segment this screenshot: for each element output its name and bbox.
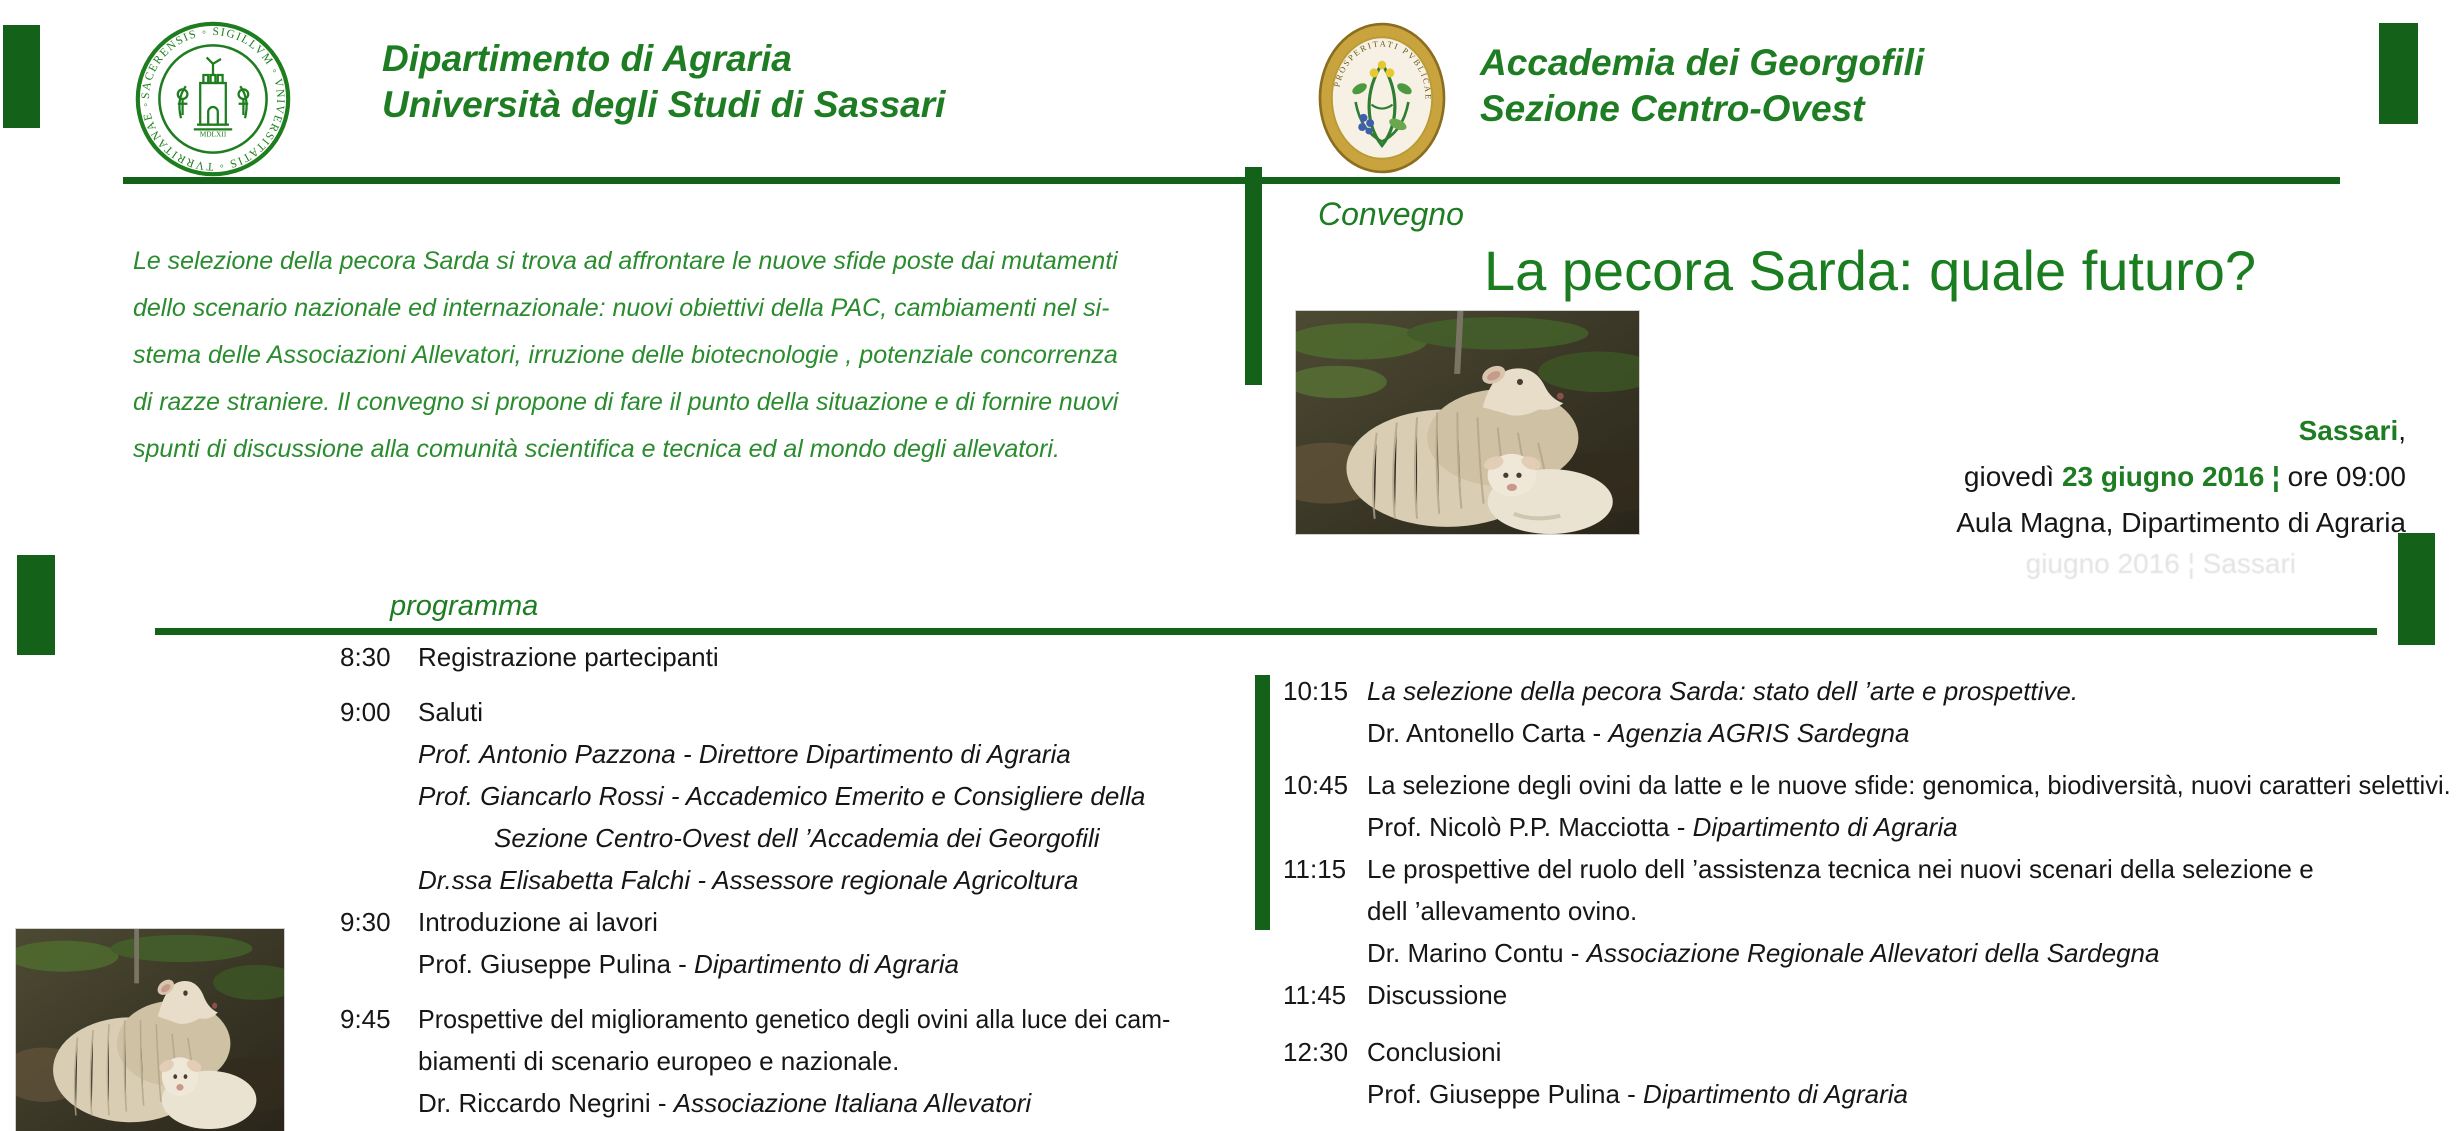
program-time: 11:45 (1283, 980, 1347, 1010)
left-org-line1: Dipartimento di Agraria (382, 38, 792, 79)
event-time: ore 09:00 (2279, 461, 2406, 492)
edge-bar-middle-left (17, 555, 55, 655)
program-entry (340, 691, 1170, 901)
event-kicker: Convegno (1318, 196, 1464, 232)
speaker-name: Prof. Giuseppe Pulina - (418, 949, 695, 979)
sheep-photo-top (1295, 310, 1640, 535)
edge-bar-middle-right (2398, 533, 2435, 645)
program-title-line: Le prospettive del ruolo dell ’assistenza tecnica nei nuovi scenari della selezione e (1367, 854, 2314, 884)
intro-line: spunti di discussione alla comunità scientifica e tecnica ed al mondo degli allevatori. (133, 435, 1060, 463)
intro-paragraph (133, 238, 1118, 473)
program-entry (340, 636, 1170, 678)
speaker-name: Prof. Nicolò P.P. Macciotta - (1367, 812, 1693, 842)
speaker-affiliation: Prof. Giancarlo Rossi - Accademico Emerito e Consigliere della (418, 781, 1146, 811)
program-speaker-line (418, 775, 1145, 817)
header-rule (123, 177, 2340, 184)
program-title-line: dell ’allevamento ovino. (1367, 896, 1638, 926)
event-when-where (1956, 408, 2406, 546)
program-rule (155, 628, 2377, 635)
right-org-line2: Sezione Centro-Ovest (1480, 88, 1865, 129)
program-entry (1283, 670, 2451, 754)
corner-bar-top-right (2379, 23, 2418, 124)
speaker-name: Dr. Antonello Carta - (1367, 718, 1609, 748)
sheep-photo-bottom (15, 928, 285, 1131)
divider-bar-right-column (1255, 675, 1270, 930)
program-column-right (1283, 670, 2451, 1115)
corner-bar-top-left (3, 25, 40, 128)
intro-line: dello scenario nazionale ed internazionale: nuovi obiettivi della PAC, cambiamenti nel si- (133, 294, 1110, 322)
event-date-line (1956, 454, 2406, 500)
program-column-left (340, 636, 1170, 1124)
svg-text:SACERENSIS ◦ SIGILLVM ◦ VNIVER (140, 26, 286, 172)
uniss-seal-year: MDLXII (199, 129, 227, 139)
event-city-comma: , (2398, 415, 2406, 446)
speaker-affiliation: Prof. Antonio Pazzona - Direttore Dipartimento di Agraria (418, 739, 1071, 769)
program-title-line: Discussione (1367, 980, 1508, 1010)
program-entry (340, 998, 1170, 1124)
program-time: 10:15 (1283, 676, 1349, 706)
program-speaker-line (1367, 712, 1909, 754)
intro-line: Le selezione della pecora Sarda si trova ad affrontare le nuove sfide poste dai mutamenti (133, 247, 1118, 275)
program-title-line: Introduzione ai lavori (418, 907, 658, 937)
uniss-seal-ring-text: SACERENSIS ◦ SIGILLVM ◦ VNIVERSITATIS ◦ TVRRITANAE ◦ (139, 25, 287, 173)
speaker-name: Dr. Riccardo Negrini - (418, 1088, 674, 1118)
event-date-prefix: giovedì (1963, 461, 2062, 492)
program-label: programma (390, 590, 539, 622)
uniss-seal-logo (133, 14, 293, 184)
speaker-affiliation: Associazione Italiana Allevatori (673, 1088, 1032, 1118)
intro-line: di razze straniere. Il convegno si propone di fare il punto della situazione e di fornire nuovi (133, 388, 1119, 416)
speaker-name: Dr. Marino Contu - (1367, 938, 1587, 968)
event-date: 23 giugno 2016 ¦ (2061, 461, 2280, 492)
program-time: 10:45 (1283, 770, 1349, 800)
program-title-line: biamenti di scenario europeo e nazionale. (418, 1046, 900, 1076)
program-time: 9:30 (340, 907, 391, 937)
program-speaker-line (1367, 932, 2159, 974)
speaker-affiliation: Dipartimento di Agraria (1692, 812, 1958, 842)
program-speaker-line (418, 1082, 1031, 1124)
left-org-name (382, 36, 945, 128)
speaker-affiliation: Dr.ssa Elisabetta Falchi - Assessore regionale Agricoltura (418, 865, 1079, 895)
program-time: 9:00 (340, 697, 391, 727)
program-time: 8:30 (340, 642, 391, 672)
program-title-line: Registrazione partecipanti (418, 642, 719, 672)
speaker-affiliation: Agenzia AGRIS Sardegna (1608, 718, 1910, 748)
program-speaker-line (418, 943, 959, 985)
program-entry (1283, 974, 2451, 1016)
program-time: 11:15 (1283, 854, 1347, 884)
uniss-seal-tower (178, 57, 248, 129)
event-city: Sassari (2298, 415, 2399, 446)
speaker-affiliation: Dipartimento di Agraria (694, 949, 959, 979)
intro-line: stema delle Associazioni Allevatori, irruzione delle biotecnologie , potenziale concorrenza (133, 341, 1118, 369)
fence-post (134, 929, 139, 983)
program-time: 9:45 (340, 1004, 391, 1034)
georgofili-seal-logo (1316, 20, 1448, 176)
program-speaker-line (418, 859, 1078, 901)
speaker-affiliation: Sezione Centro-Ovest dell ’Accademia dei Georgofili (494, 823, 1100, 853)
divider-bar-center-top (1245, 167, 1262, 385)
program-title-line: Saluti (418, 697, 484, 727)
program-entry (1283, 1031, 2451, 1115)
georgofili-seal-ring-text: PROSPERITATI PVBLICAE (1331, 38, 1434, 102)
program-title-line: Prospettive del miglioramento genetico degli ovini alla luce dei cam- (418, 1004, 1171, 1034)
speaker-name: Prof. Giuseppe Pulina - (1367, 1079, 1644, 1109)
program-entry (1283, 848, 2451, 974)
program-speaker-line (1367, 1073, 1908, 1115)
left-org-line2: Università degli Studi di Sassari (382, 84, 946, 125)
program-speaker-line (1367, 806, 1958, 848)
program-time: 12:30 (1283, 1037, 1349, 1067)
event-title: La pecora Sarda: quale futuro? (1483, 239, 2257, 302)
program-title-line: La selezione degli ovini da latte e le nuove sfide: genomica, biodiversità, nuovi caratteri selettivi. (1367, 770, 2451, 800)
program-speaker-line (418, 733, 1071, 775)
speaker-affiliation: Dipartimento di Agraria (1643, 1079, 1908, 1109)
event-city-line (1956, 408, 2406, 454)
program-title-line: La selezione della pecora Sarda: stato dell ’arte e prospettive. (1367, 676, 2079, 706)
program-speaker-line (494, 817, 1100, 859)
right-org-name (1480, 40, 1924, 132)
speaker-affiliation: Associazione Regionale Allevatori della Sardegna (1586, 938, 2160, 968)
event-venue: Aula Magna, Dipartimento di Agraria (1956, 507, 2406, 538)
ghost-print-artifact: giugno 2016 ¦ Sassari (2025, 548, 2296, 579)
right-org-line1: Accademia dei Georgofili (1480, 42, 1925, 83)
program-entry (340, 901, 1170, 985)
program-title-line: Conclusioni (1367, 1037, 1502, 1067)
program-entry (1283, 764, 2451, 848)
